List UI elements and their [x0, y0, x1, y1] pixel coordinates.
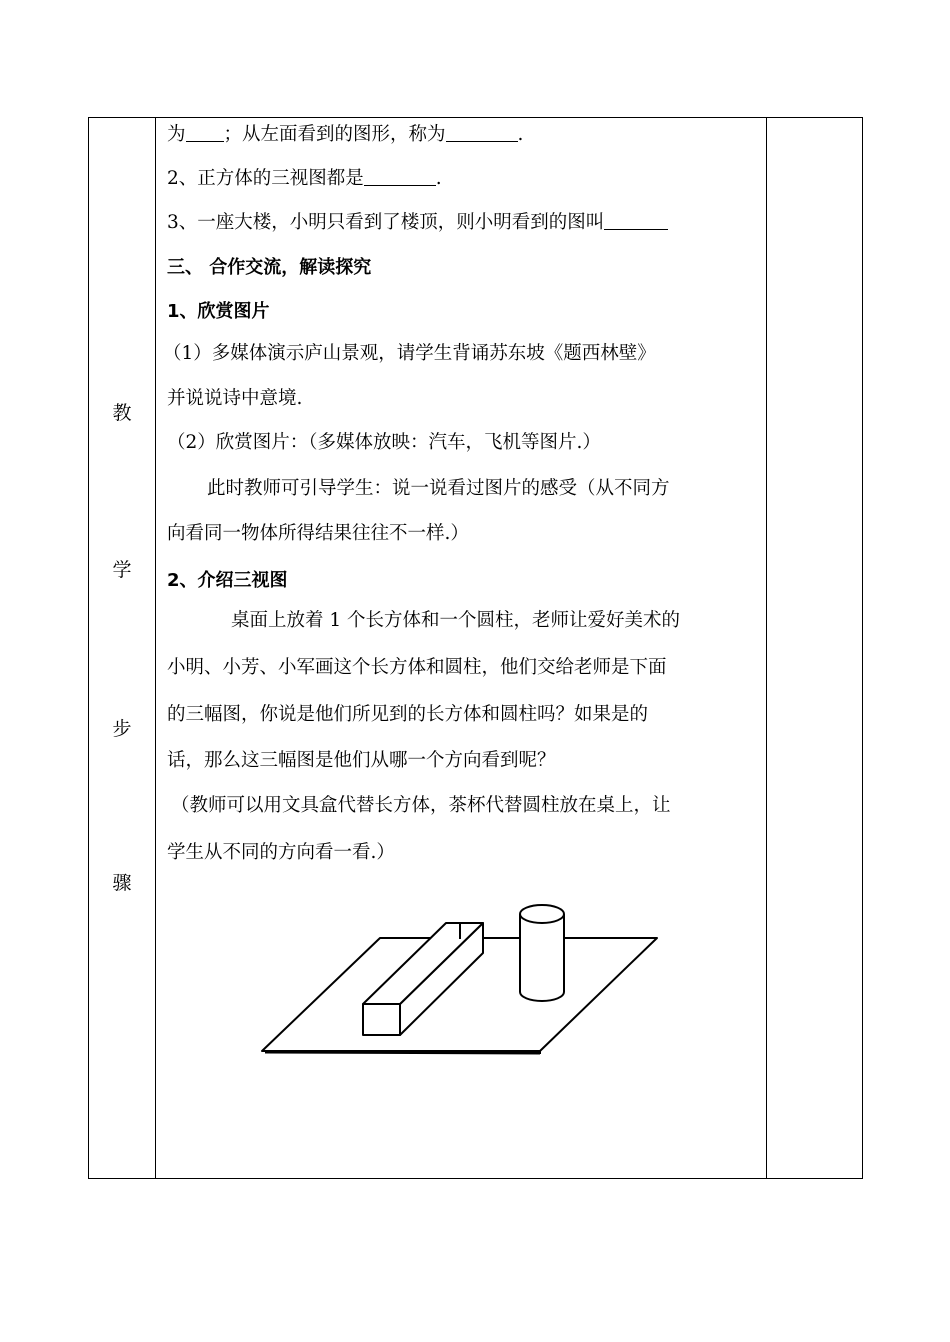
text-line: （教师可以用文具盒代替长方体，茶杯代替圆柱放在桌上，让	[171, 795, 671, 816]
text-line: （1）多媒体演示庐山景观，请学生背诵苏东坡《题西林壁》	[163, 343, 656, 364]
subsection-heading: 1、欣赏图片	[167, 301, 270, 322]
text-line: 话，那么这三幅图是他们从哪一个方向看到呢？	[167, 750, 556, 771]
section-heading: 三、 合作交流，解读探究	[167, 257, 372, 278]
text-line: 桌面上放着 1 个长方体和一个圆柱，老师让爱好美术的	[231, 610, 681, 631]
fill-blank	[364, 169, 436, 186]
text-fragment: 为	[167, 124, 186, 145]
text-line: 小明、小芳、小军画这个长方体和圆柱，他们交给老师是下面	[167, 657, 667, 678]
text-line: （2）欣赏图片：（多媒体放映：汽车，飞机等图片.）	[167, 432, 601, 453]
side-label-char: 学	[112, 559, 132, 581]
column-divider-right	[766, 118, 767, 1178]
fill-blank	[186, 125, 224, 142]
text-line: 向看同一物体所得结果往往不一样.）	[167, 523, 469, 544]
text-fragment: 3、一座大楼，小明只看到了楼顶，则小明看到的图叫	[167, 212, 605, 233]
side-label-char: 骤	[112, 872, 132, 894]
table-objects-diagram	[170, 897, 670, 1067]
text-line: 并说说诗中意境.	[167, 388, 303, 409]
tabletop-edge	[265, 1052, 540, 1053]
subsection-heading: 2、介绍三视图	[167, 570, 288, 591]
cuboid-front	[363, 1004, 400, 1035]
cylinder-body	[520, 914, 564, 1001]
cylinder-top	[520, 905, 564, 923]
column-divider-left	[155, 118, 156, 1178]
text-line	[167, 164, 442, 190]
text-fragment: 2、正方体的三视图都是	[167, 168, 364, 189]
text-fragment: .	[435, 168, 442, 189]
text-line: 的三幅图，你说是他们所见到的长方体和圆柱吗？如果是的	[167, 704, 649, 725]
text-fragment: ；从左面看到的图形，称为	[223, 124, 446, 145]
text-line: 学生从不同的方向看一看.）	[167, 842, 395, 863]
side-label-char: 步	[112, 718, 132, 740]
text-line	[167, 208, 668, 234]
text-line: 此时教师可引导学生：说一说看过图片的感受（从不同方	[207, 478, 670, 499]
fill-blank	[446, 125, 518, 142]
fill-blank	[604, 213, 668, 230]
text-fragment: .	[517, 124, 524, 145]
text-line	[167, 120, 523, 146]
side-label-char: 教	[112, 402, 132, 424]
